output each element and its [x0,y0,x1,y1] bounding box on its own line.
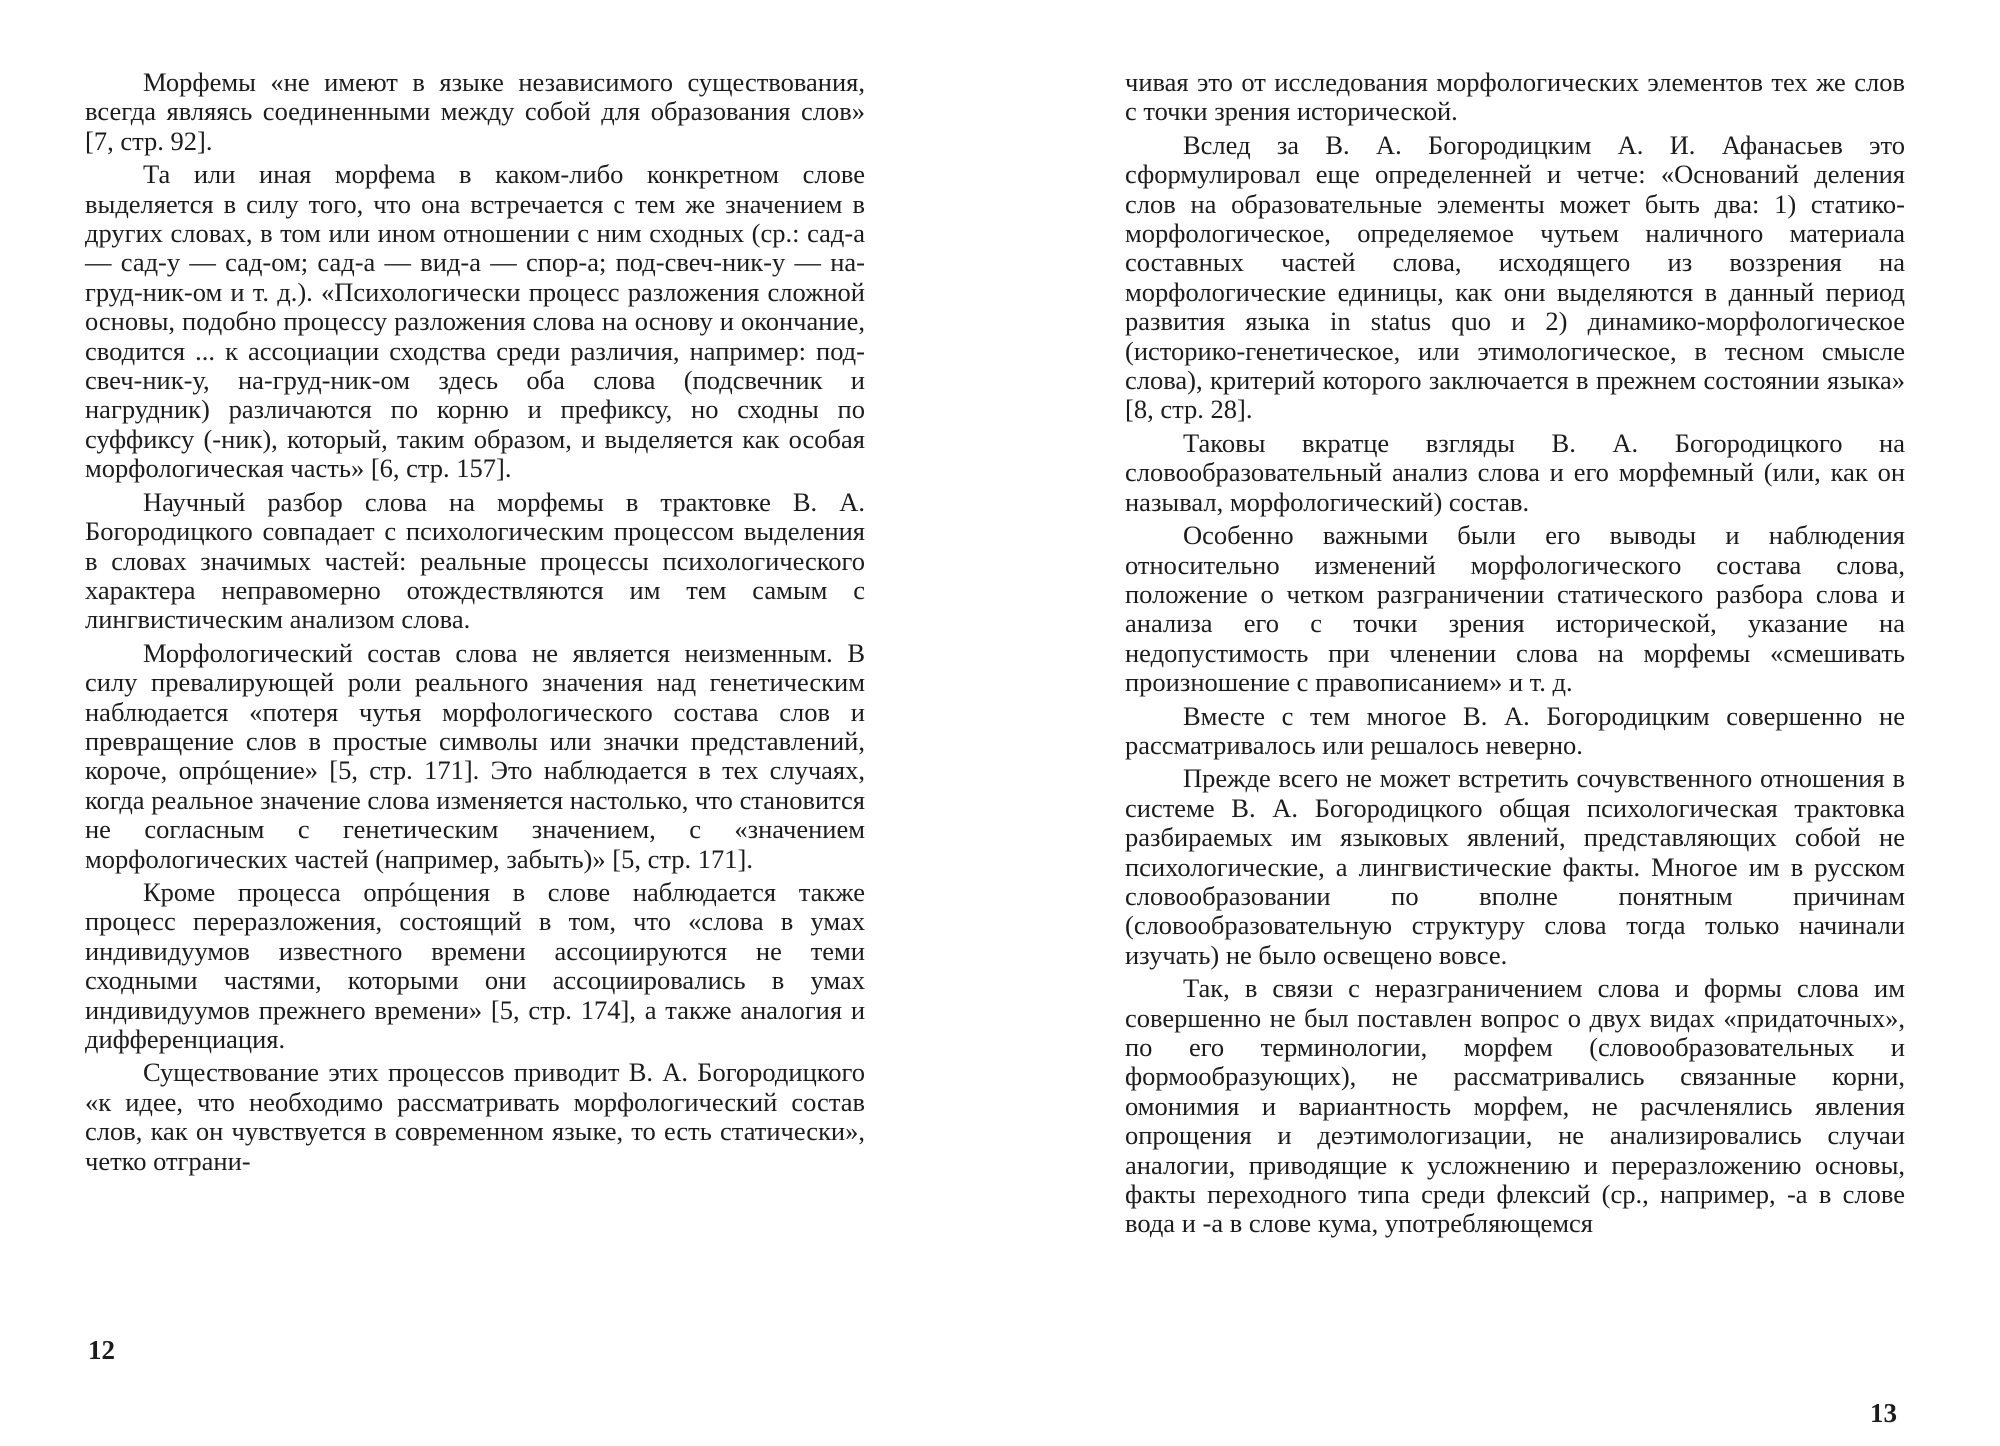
paragraph: Таковы вкратце взгляды В. А. Богородицкого на словообразовательный анализ слова и его морфемный (или, как он называл, морфологический) состав. [1125,427,1905,517]
right-page [1125,68,1905,1243]
paragraph: Научный разбор слова на морфемы в трактовке В. А. Богородицкого совпадает с психологическим процессом выделения в словах значимых частей: реальные процессы психологического характера неправомерно отождествляются им тем самым с лингвистическим анализом слова. [85,486,865,635]
paragraph: чивая это от исследования морфологических элементов тех же слов с точки зрения исторической. [1125,67,1905,127]
paragraph: Вслед за В. А. Богородицким А. И. Афанасьев это сформулировал еще определенней и четче: «Оснований деления слов на образовательные элементы может быть два: 1) статико-морфологическое, определяемое чутьем наличного материала составных частей слова, исходящего из воззрения на морфологические единицы, как они выделяются в данный период развития языка in status quo и 2) динамико-морфологическое (историко-генетическое, или этимологическое, в тесном смысле слова), критерий которого заключается в прежнем состоянии языка» [8, стр. 28]. [1125,129,1905,425]
page-number-right: 13 [1870,1398,1897,1428]
page-number-left: 12 [88,1335,115,1365]
paragraph: Морфологический состав слова не является неизменным. В силу превалирующей роли реального значения над генетическим наблюдается «потеря чутья морфологического состава слов и превращение слов в простые символы или значки представлений, короче, опрóщение» [5, стр. 171]. Это наблюдается в тех случаях, когда реальное значение слова изменяется настолько, что становится не согласным с генетическим значением, с «значением морфологических частей (например, забыть)» [5, стр. 171]. [85,637,865,874]
paragraph: Морфемы «не имеют в языке независимого существования, всегда являясь соединенными между собой для образования слов» [7, стр. 92]. [85,67,865,156]
paragraph: Прежде всего не может встретить сочувственного отношения в системе В. А. Богородицкого общая психологическая трактовка разбираемых им языковых явлений, представляющих собой не психологические, а лингвистические факты. Многое им в русском словообразовании по вполне понятным причинам (словообразовательную структуру слова тогда только начинали изучать) не было освещено вовсе. [1125,763,1905,970]
paragraph: Так, в связи с неразграничением слова и формы слова им совершенно не был поставлен вопрос о двух видах «придаточных», по его терминологии, морфем (словообразовательных и формообразующих), не рассматривались связанные корни, омонимия и вариантность морфем, не расчленялись явления опрощения и деэтимологизации, не анализировались случаи аналогии, приводящие к усложнению и переразложению основы, факты переходного типа среди флексий (ср., например, -а в слове вода и -а в слове кума, употребляющемся [1125,973,1905,1239]
paragraph: Существование этих процессов приводит В. А. Богородицкого «к идее, что необходимо рассматривать морфологический состав слов, как он чувствуется в современном языке, то есть статически», четко отграни- [85,1057,865,1176]
paragraph: Кроме процесса опрóщения в слове наблюдается также процесс переразложения, состоящий в том, что «слова в умах индивидуумов известного времени ассоциируются не теми сходными частями, которыми они ассоциировались в умах индивидуумов прежнего времени» [5, стр. 174], а также аналогия и дифференциация. [85,876,865,1054]
left-page [85,68,865,1180]
paragraph: Та или иная морфема в каком-либо конкретном слове выделяется в силу того, что она встречается с тем же значением в других словах, в том или ином отношении с ним сходных (ср.: сад-а — сад-у — сад-ом; сад-а — вид-а — спор-а; под-свеч-ник-у — на-груд-ник-ом и т. д.). «Психологически процесс разложения сложной основы, подобно процессу разложения слова на основу и окончание, сводится ... к ассоциации сходства среди различия, например: под-свеч-ник-у, на-груд-ник-ом здесь оба слова (подсвечник и нагрудник) различаются по корню и префиксу, но сходны по суффиксу (-ник), который, таким образом, и выделяется как особая морфологическая часть» [6, стр. 157]. [85,159,865,484]
paragraph: Вместе с тем многое В. А. Богородицким совершенно не рассматривалось или решалось неверно. [1125,700,1905,760]
paragraph: Особенно важными были его выводы и наблюдения относительно изменений морфологического состава слова, положение о четком разграничении статического разбора слова и анализа его с точки зрения исторической, указание на недопустимость при членении слова на морфемы «смешивать произношение с правописанием» и т. д. [1125,520,1905,698]
